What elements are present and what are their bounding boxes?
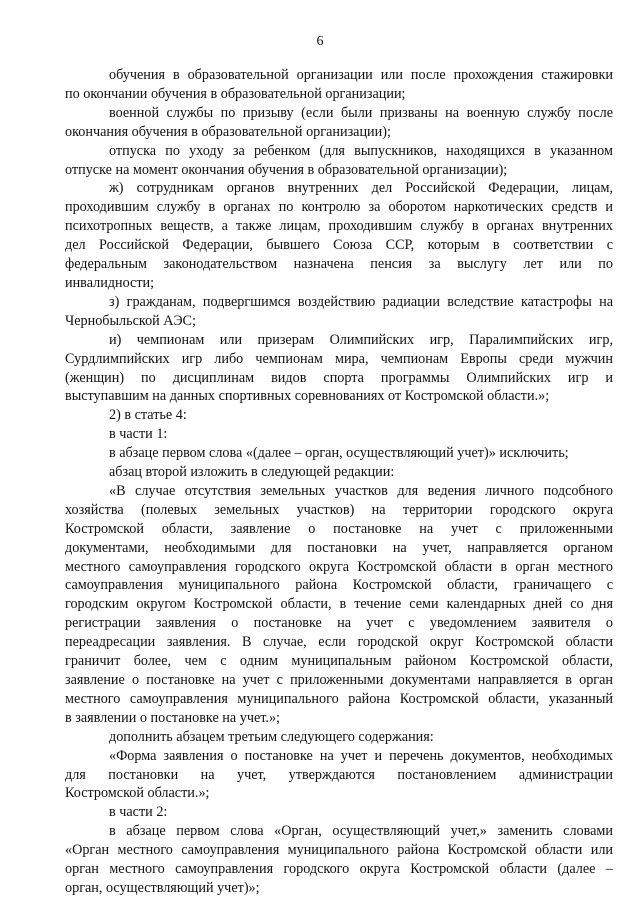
text-line: ж) сотрудникам органов внутренних дел Российской Федерации, лицам, [109, 180, 613, 197]
text-line: документами, необходимыми для постановки на учет, направляется органом [65, 539, 613, 556]
text-line: з) гражданам, подвергшимся воздействию радиации вследствие катастрофы на [109, 293, 613, 310]
text-line: в абзаце первом слова «(далее – орган, осуществляющий учет)» исключить; [109, 445, 569, 462]
text-line: дел Российской Федерации, бывшего Союза ССР, которым в соответствии с [65, 237, 613, 254]
text-line: в части 1: [109, 426, 168, 443]
text-line: «Орган местного самоуправления муниципального района Костромской области или [65, 842, 613, 859]
text-line: заявление о постановке на учет с приложенными документами направляется в орган [65, 672, 613, 688]
text-line: орган местного самоуправления городского округа Костромской области (далее – [65, 861, 613, 878]
text-line: «Форма заявления о постановке на учет и перечень документов, необходимых [109, 747, 613, 764]
text-line: переадресации заявления. В случае, если городской округ Костромской области [65, 634, 613, 651]
text-line: абзац второй изложить в следующей редакции: [109, 464, 395, 481]
page-number: 6 [316, 34, 324, 49]
text-line: самоуправления муниципального района Костромской области, граничащего с [65, 577, 613, 594]
text-line: в части 2: [109, 804, 168, 821]
document-body [65, 66, 613, 898]
text-line: по окончании обучения в образовательной организации; [65, 85, 406, 102]
text-line: Костромской области, заявление о постановке на учет с приложенными [65, 520, 613, 537]
text-line: местного самоуправления муниципального района Костромской области, указанный [65, 690, 613, 707]
text-line: орган, осуществляющий учет)»; [65, 879, 260, 896]
text-line: военной службы по призыву (если были призваны на военную службу после [109, 104, 613, 121]
text-line: для постановки на учет, утверждаются постановлением администрации [65, 766, 613, 783]
text-line: хозяйства (полевых земельных участков) на территории городского округа [65, 501, 613, 518]
text-line: в заявлении о постановке на учет.»; [65, 709, 280, 726]
text-line: в абзаце первом слова «Орган, осуществляющий учет,» заменить словами [109, 823, 613, 840]
text-line: отпуска по уходу за ребенком (для выпускников, находящихся в указанном [109, 142, 613, 159]
text-line: окончания обучения в образовательной организации); [65, 123, 391, 140]
text-line: федеральным законодательством назначена пенсия за выслугу лет или по [65, 256, 613, 273]
text-line: психотропных веществ, а также лицам, проходившим службу в органах внутренних [65, 218, 613, 235]
text-line: и) чемпионам или призерам Олимпийских игр, Паралимпийских игр, [109, 331, 613, 348]
text-line: 2) в статье 4: [109, 407, 187, 424]
text-line: проходившим службу в органах по контролю за оборотом наркотических средств и [65, 199, 613, 216]
text-line: обучения в образовательной организации или после прохождения стажировки [109, 67, 613, 83]
text-line: Сурдлимпийских игр либо чемпионам мира, чемпионам Европы среди мужчин [65, 350, 613, 367]
text-line: местного самоуправления городского округа Костромской области в орган местного [65, 558, 613, 575]
text-line: регистрации заявления о постановке на учет с уведомлением заявителя о [65, 615, 613, 632]
text-line: отпуске на момент окончания обучения в образовательной организации); [65, 161, 508, 178]
text-line: граничит более, чем с одним муниципальным районом Костромской области, [65, 653, 613, 670]
text-line: (женщин) по дисциплинам видов спорта программы Олимпийских игр и [65, 369, 613, 386]
text-line: выступавшим на данных спортивных соревнованиях от Костромской области.»; [65, 388, 550, 405]
text-line: инвалидности; [65, 274, 155, 291]
text-line: Костромской области.»; [65, 785, 210, 802]
text-line: дополнить абзацем третьим следующего содержания: [109, 728, 434, 745]
text-line: Чернобыльской АЭС; [65, 312, 196, 329]
text-line: городским округом Костромской области, в течение семи календарных дней со дня [65, 596, 613, 613]
text-line: «В случае отсутствия земельных участков для ведения личного подсобного [109, 482, 613, 499]
